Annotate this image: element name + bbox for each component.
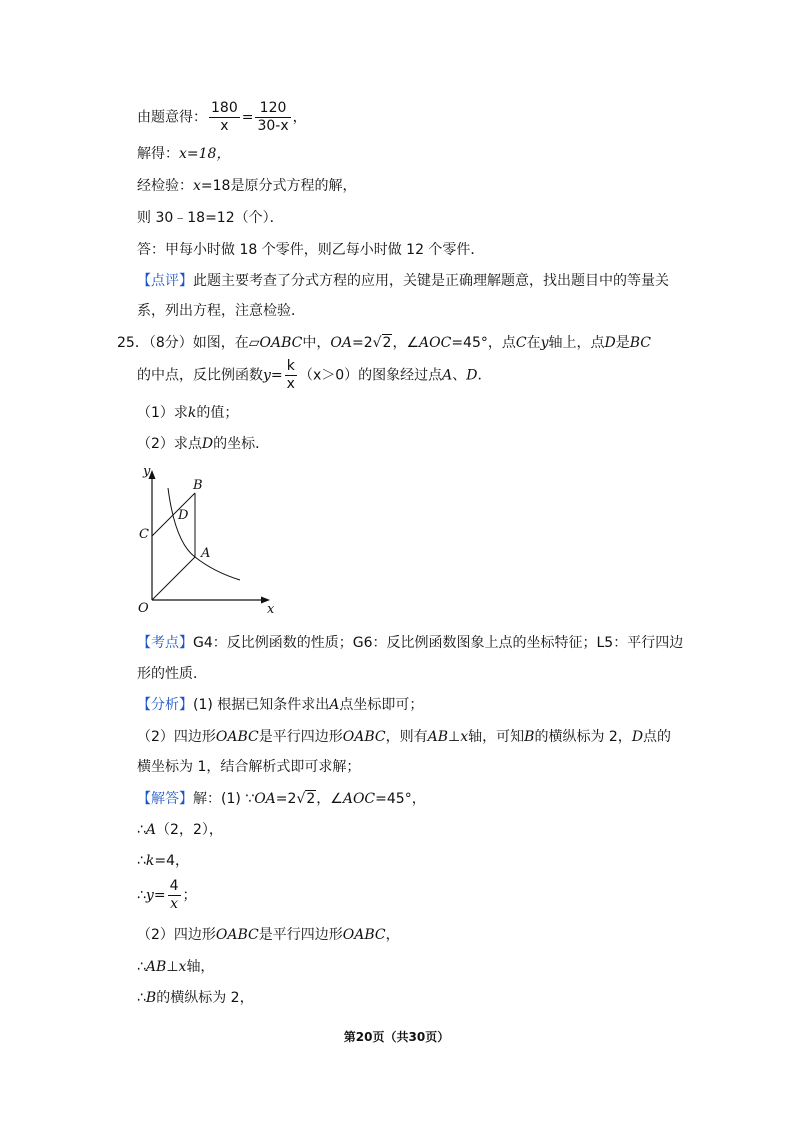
comment-line-1: 【点评】此题主要考查了分式方程的应用，关键是正确理解题意，找出题目中的等量关: [137, 273, 669, 289]
check-line: 经检验：x=18是原分式方程的解，: [137, 178, 357, 194]
analysis-line-2: （2）四边形OABC是平行四边形OABC，则有AB⊥x轴，可知B的横纵标为 2，D点的: [137, 729, 672, 745]
comment-line-2: 系，列出方程，注意检验．: [137, 303, 305, 319]
analysis-tag: 【分析】: [137, 697, 193, 713]
fraction: $\frac{180}{x}$: [211, 100, 238, 134]
analysis-line-1: 【分析】(1) 根据已知条件求出A点坐标即可；: [137, 697, 424, 713]
solution-line-2: ∴A（2，2），: [137, 822, 223, 838]
label-c: C: [139, 527, 149, 542]
sub-question-2: （2）求点D的坐标．: [137, 436, 270, 452]
coordinate-figure: [130, 462, 280, 617]
question-line-2: 的中点，反比例函数y= $\frac{k}{x}$ （x＞0）的图象经过点A、D．: [137, 358, 492, 392]
equation-line: 由题意得： $\frac{180}{x}$ = $\frac{120}{30-x}$ ，: [137, 100, 307, 134]
knowledge-tag: 【考点】: [137, 635, 193, 651]
knowledge-line-1: 【考点】G4：反比例函数的性质；G6：反比例函数图象上点的坐标特征；L5：平行四边: [137, 635, 684, 651]
label-x: x: [267, 602, 275, 617]
sub-question-1: （1）求k的值；: [137, 405, 239, 421]
solve-line: 解得：x=18，: [137, 146, 231, 162]
question-line-1: 25．（8分）如图，在▱OABC中，OA=2√2，∠AOC=45°，点C在y轴上，点D是BC: [117, 335, 652, 351]
label-y: y: [143, 464, 151, 479]
segment-cb: [152, 493, 195, 536]
solution-tag: 【解答】: [137, 791, 193, 807]
fraction: $\frac{120}{30-x}$: [257, 100, 289, 134]
hyperbola-curve: [168, 488, 240, 580]
page-footer: 第20页（共30页）: [343, 1030, 450, 1044]
segment-oa: [152, 557, 195, 600]
comment-tag: 【点评】: [137, 273, 193, 289]
solution-line-6: ∴AB⊥x轴，: [137, 959, 215, 975]
fraction: $\frac{4}{x}$: [169, 878, 179, 912]
solution-line-7: ∴B的横纵标为 2，: [137, 990, 254, 1006]
knowledge-line-2: 形的性质．: [137, 666, 207, 682]
solution-line-5: （2）四边形OABC是平行四边形OABC，: [137, 927, 400, 943]
solution-line-3: ∴k=4，: [137, 853, 190, 869]
label-o: O: [138, 601, 149, 616]
analysis-line-3: 横坐标为 1，结合解析式即可求解；: [137, 759, 361, 775]
label-a: A: [201, 546, 211, 561]
solution-line-4: ∴y= $\frac{4}{x}$ ；: [137, 878, 197, 912]
solution-line-1: 【解答】解：(1) ∵OA=2√2，∠AOC=45°，: [137, 791, 426, 807]
label-b: B: [193, 478, 203, 493]
label-d: D: [178, 508, 189, 523]
calc-line: 则 30﹣18=12（个）．: [137, 210, 284, 226]
answer-line: 答：甲每小时做 18 个零件，则乙每小时做 12 个零件．: [137, 242, 485, 258]
fraction: $\frac{k}{x}$: [286, 358, 295, 392]
